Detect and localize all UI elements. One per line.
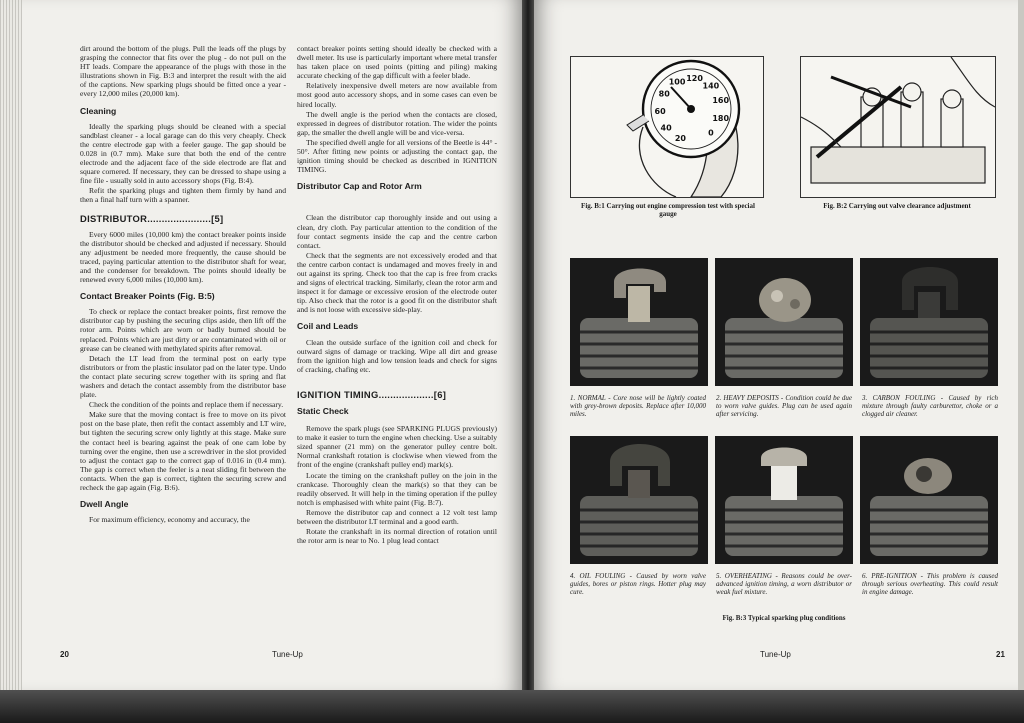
gauge-number: 160 bbox=[712, 96, 730, 106]
heading-dwell-angle: Dwell Angle bbox=[80, 499, 129, 510]
paragraph: contact breaker points setting should ideally be checked with a dwell meter. Its use is particularly important where metal transfer has taken place on used points (pitting and piling) making accurate checking of the gap difficult with a feeler blade. bbox=[297, 44, 497, 81]
running-head-left: Tune-Up bbox=[272, 650, 303, 659]
spark-plug-image bbox=[715, 436, 853, 564]
plug-caption-6: 6. PRE-IGNITION - This problem is caused through serious overheating. This could result in engine damage. bbox=[862, 572, 998, 596]
page-number-left: 20 bbox=[60, 650, 69, 659]
plug-photo-carbon-fouling bbox=[860, 258, 998, 386]
running-head-right: Tune-Up bbox=[760, 650, 791, 659]
spark-plug-image bbox=[570, 258, 708, 386]
gauge-number: 180 bbox=[712, 113, 730, 123]
plug-caption-5: 5. OVERHEATING - Reasons could be over-advanced ignition timing, a worn distributor or weak fuel mixture. bbox=[716, 572, 852, 596]
caption-fig-b1: Fig. B:1 Carrying out engine compression test with special gauge bbox=[581, 202, 755, 218]
gauge-number: 60 bbox=[654, 106, 666, 116]
paragraph: To check or replace the contact breaker points, first remove the distributor cap by pushing the securing clips aside, then lift off the rotor arm. Points which are worn or badly burned should be replaced. Points which are just dirty or are contaminated with oil or grease can be cleaned with methylated spirits after removal. bbox=[80, 307, 286, 353]
gauge-number: 40 bbox=[660, 123, 672, 133]
paragraph: The dwell angle is the period when the contacts are closed, expressed in degrees of distributor rotation. The wider the points gap, the smaller the dwell angle will be and vice-versa. bbox=[297, 109, 497, 137]
plug-photo-oil-fouling bbox=[570, 436, 708, 564]
spark-plug-image bbox=[715, 258, 853, 386]
caption-fig-b2: Fig. B:2 Carrying out valve clearance adjustment bbox=[823, 202, 971, 210]
scan-background bbox=[0, 690, 1024, 723]
right-page bbox=[534, 0, 1024, 690]
plug-caption-3: 3. CARBON FOULING - Caused by rich mixture through faulty carburettor, choke or a clogged air cleaner. bbox=[862, 394, 998, 418]
spark-plug-image bbox=[860, 436, 998, 564]
plug-photo-overheating bbox=[715, 436, 853, 564]
paragraph: Relatively inexpensive dwell meters are now available from most good auto accessory shops, and in some cases can even be hired locally. bbox=[297, 81, 497, 109]
plug-caption-1: 1. NORMAL - Core nose will be lightly coated with grey-brown deposits. Replace after 10,000 miles. bbox=[570, 394, 706, 418]
heading-contact-breaker-points: Contact Breaker Points (Fig. B:5) bbox=[80, 291, 215, 302]
paragraph: For maximum efficiency, economy and accuracy, the bbox=[89, 515, 250, 525]
spark-plug-image bbox=[570, 436, 708, 564]
paragraph: Refit the sparking plugs and tighten them firmly by hand and then a final half turn with a spanner. bbox=[80, 186, 286, 205]
left-column-1 bbox=[80, 44, 286, 525]
heading-ignition-timing: IGNITION TIMING...................[6] bbox=[297, 388, 447, 400]
paragraph: Make sure that the moving contact is free to move on its pivot post on the base plate, then refit the contact assembly and LT wire, but tighten the securing screw only lightly at this stage. Make sure the contact heel is bearing against the peak of one cam lobe by turning over the engine, then use a screwdriver in the slot provided to adjust the contact gap to the correct gap of 0.016 in (0.4 mm). The gap is correct when the feeler is a neat sliding fit between the contacts. When the gap is correct, tighten the securing screw and recheck the gap again (Fig. B:6). bbox=[80, 410, 286, 493]
gauge-number: 80 bbox=[658, 89, 670, 99]
heading-cleaning: Cleaning bbox=[80, 105, 117, 116]
gauge-number: 120 bbox=[686, 74, 703, 84]
spark-plug-image bbox=[860, 258, 998, 386]
left-column-2 bbox=[297, 44, 497, 546]
heading-coil-and-leads: Coil and Leads bbox=[297, 321, 359, 332]
paragraph: Remove the distributor cap and connect a 12 volt test lamp between the distributor LT terminal and a good earth. bbox=[297, 507, 497, 527]
paragraph: Check the condition of the points and replace them if necessary. bbox=[89, 400, 284, 410]
left-page bbox=[0, 0, 522, 690]
paragraph: Check that the segments are not excessively eroded and that the centre carbon contact is undamaged and moves freely in and out against its spring. Check too that the cap is free from cracks and signs of electrical tracking. Similarly, clean the rotor arm and inspect it for damage or excessive erosion of the electrode outer tip. Also check that the rotor is a good fit on the distributor shaft and is not loose with excessive side-play. bbox=[297, 250, 497, 315]
paragraph: Clean the outside surface of the ignition coil and check for outward signs of damage or tracking. Wipe all dirt and grease from the ignition high and low tension leads and check for signs of cracking, chafing etc. bbox=[297, 337, 497, 374]
page-number-right: 21 bbox=[996, 650, 1005, 659]
figure-compression-gauge bbox=[570, 56, 764, 198]
heading-distributor: DISTRIBUTOR......................[5] bbox=[80, 212, 224, 224]
paragraph: Locate the timing on the crankshaft pulley on the join in the crankcase. Thoroughly clean the mark(s) so that they can be readily observed. It will help in the timing operation if the pulley notch is emphasised with white paint (Fig. B:7). bbox=[297, 470, 497, 507]
plug-photo-normal bbox=[570, 258, 708, 386]
compression-gauge-illustration bbox=[571, 57, 763, 197]
paragraph: Detach the LT lead from the terminal post on early type distributors or from the plastic insulator pad on the later type. Undo the contact plate securing screw together with its spring and flat washers and detach the contact assembly from the distributor base plate. bbox=[80, 353, 286, 400]
plug-photo-pre-ignition bbox=[860, 436, 998, 564]
paragraph: Every 6000 miles (10,000 km) the contact breaker points inside the distributor should be checked and adjusted if necessary. Should any adjustment be needed more frequently, the cause should be traced, paying particular attention to the distributor shaft for wear, and the condenser for breakdown. The points should ideally be renewed every 6,000 miles (10,000 km). bbox=[80, 229, 286, 285]
heading-static-check: Static Check bbox=[297, 406, 349, 416]
figure-valve-clearance bbox=[800, 56, 996, 198]
gauge-number: 20 bbox=[674, 134, 686, 144]
valve-clearance-illustration bbox=[801, 57, 995, 197]
page-edge bbox=[0, 0, 22, 690]
page-edge bbox=[1018, 0, 1024, 690]
gauge-number: 0 bbox=[708, 128, 714, 138]
caption-fig-b3: Fig. B:3 Typical sparking plug conditions bbox=[722, 614, 846, 622]
paragraph: Remove the spark plugs (see SPARKING PLUGS previously) to make it easier to turn the engine when checking. Use a suitably sized spanner (21 mm) on the generator pulley centre bolt. Normal crankshaft rotation is clockwise when viewed from the front of the engine (crankshaft pulley end) mark(s). bbox=[297, 424, 497, 470]
heading-distributor-cap: Distributor Cap and Rotor Arm bbox=[297, 181, 422, 192]
book-gutter bbox=[522, 0, 534, 690]
gauge-number: 140 bbox=[702, 81, 720, 91]
paragraph: Clean the distributor cap thoroughly inside and out using a clean, dry cloth. Pay particular attention to the condition of the four contact segments inside the cap and the centre carbon contact. bbox=[297, 213, 497, 250]
plug-caption-2: 2. HEAVY DEPOSITS - Condition could be due to worn valve guides. Plug can be used again after servicing. bbox=[716, 394, 852, 418]
paragraph: Rotate the crankshaft in its normal direction of rotation until the rotor arm is near to No. 1 plug lead contact bbox=[297, 527, 497, 546]
paragraph: dirt around the bottom of the plugs. Pull the leads off the plugs by grasping the connector that fits over the plug - do not pull on the HT leads. Compare the appearance of the plugs with those in the illustrations shown in Fig. B:3 and interpret the result with the aid of the captions. New sparking plugs should be fitted once a year - every 12,000 miles (20,000 km). bbox=[80, 44, 286, 99]
gauge-number: 100 bbox=[668, 77, 686, 87]
plug-photo-heavy-deposits bbox=[715, 258, 853, 386]
paragraph: Ideally the sparking plugs should be cleaned with a special sandblast cleaner - a local garage can do this very cheaply. Check the centre electrode gap with a feeler gauge. The gap should be 0.028 in (0.7 mm). Make sure that both the end of the centre electrode and the adjacent face of the side electrode are flat and square cornered. If necessary, they can be dressed to shape using a fine file - usually sold in auto accessory shops (Fig. B:4). bbox=[80, 121, 286, 186]
paragraph: The specified dwell angle for all versions of the Beetle is 44° - 50°. After fitting new points or adjusting the contact gap, the ignition timing should be checked as described in IGNITION TIMING. bbox=[297, 137, 497, 175]
plug-caption-4: 4. OIL FOULING - Caused by worn valve guides, bores or piston rings. Hotter plug may cure. bbox=[570, 572, 706, 596]
